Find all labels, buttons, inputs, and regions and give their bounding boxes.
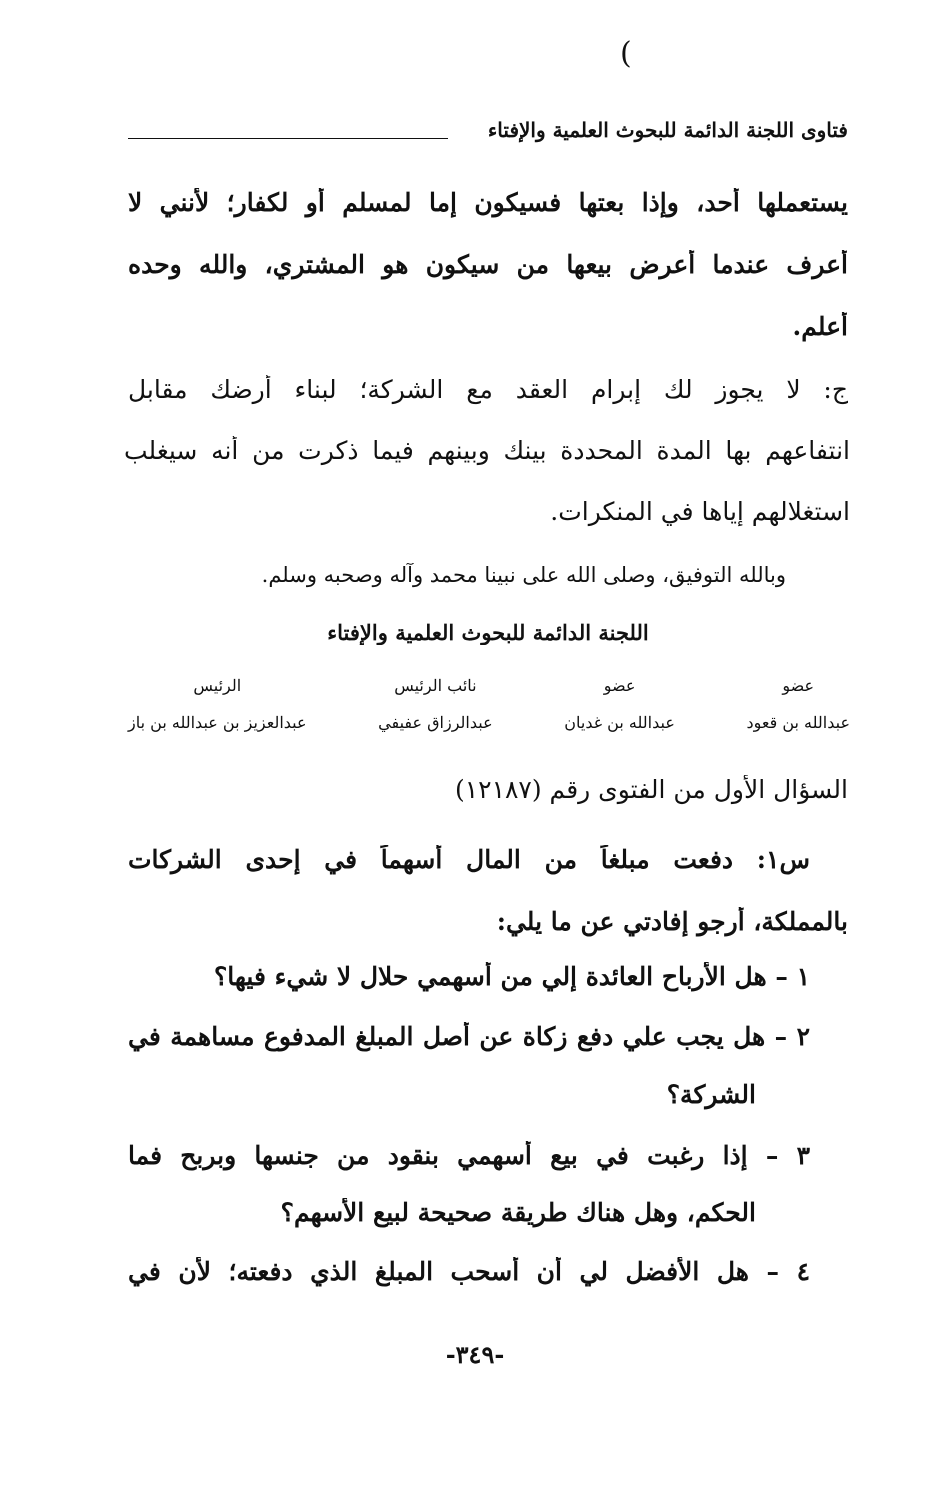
question-item-2: ٢ – هل يجب علي دفع زكاة عن أصل المبلغ المدفوع مساهمة في <box>128 1022 810 1051</box>
page-number: -٣٤٩- <box>445 1340 505 1369</box>
signature-role: عضو <box>603 676 636 695</box>
answer-line-3: استغلالهم إياها في المنكرات. <box>550 497 850 526</box>
signature-member-1 <box>746 676 850 732</box>
signature-name: عبدالله بن غديان <box>564 713 675 732</box>
signature-name: عبدالله بن قعود <box>746 713 850 732</box>
question-heading: السؤال الأول من الفتوى رقم (١٢١٨٧) <box>454 775 848 804</box>
header-rule <box>128 138 448 139</box>
signature-role: عضو <box>782 676 815 695</box>
signature-name: عبدالرزاق عفيفي <box>378 713 493 732</box>
answer-line-1: ج: لا يجوز لك إبرام العقد مع الشركة؛ لبناء أرضك مقابل <box>128 375 848 404</box>
signature-role: نائب الرئيس <box>394 676 477 695</box>
question-item-3: ٣ – إذا رغبت في بيع أسهمي بنقود من جنسها وبربح فما <box>128 1141 810 1170</box>
committee-title: اللجنة الدائمة للبحوث العلمية والإفتاء <box>327 620 649 645</box>
signatures <box>128 676 850 732</box>
running-header <box>128 118 848 154</box>
text-line-2: أعرف عندما أعرض بيعها من سيكون هو المشتري، والله وحده <box>128 250 848 279</box>
signature-member-2 <box>564 676 675 732</box>
question-item-2-cont: الشركة؟ <box>666 1080 756 1109</box>
question-line-2: بالمملكة، أرجو إفادتي عن ما يلي: <box>496 907 848 936</box>
signature-vice-president <box>378 676 493 732</box>
question-line-1: س١: دفعت مبلغاً من المال أسهماً في إحدى الشركات <box>128 845 810 874</box>
question-item-3-cont: الحكم، وهل هناك طريقة صحيحة لبيع الأسهم؟ <box>280 1198 756 1227</box>
question-item-4: ٤ – هل الأفضل لي أن أسحب المبلغ الذي دفعته؛ لأن في <box>128 1257 810 1286</box>
question-item-1: ١ – هل الأرباح العائدة إلي من أسهمي حلال لا شيء فيها؟ <box>214 962 810 991</box>
signature-name: عبدالعزيز بن عبدالله بن باز <box>128 713 307 732</box>
margin-mark: ( <box>620 36 632 71</box>
text-line-3: أعلم. <box>792 312 848 341</box>
signature-president <box>128 676 307 732</box>
answer-line-2: انتفاعهم بها المدة المحددة بينك وبينهم فيما ذكرت من أنه سيغلب <box>124 436 850 465</box>
text-line-1: يستعملها أحد، وإذا بعتها فسيكون إما لمسلم أو لكفار؛ لأنني لا <box>128 188 848 217</box>
signature-role: الرئيس <box>193 676 242 695</box>
closing-line: وبالله التوفيق، وصلى الله على نبينا محمد وآله وصحبه وسلم. <box>261 563 786 587</box>
header-title: فتاوى اللجنة الدائمة للبحوث العلمية والإفتاء <box>487 118 848 142</box>
